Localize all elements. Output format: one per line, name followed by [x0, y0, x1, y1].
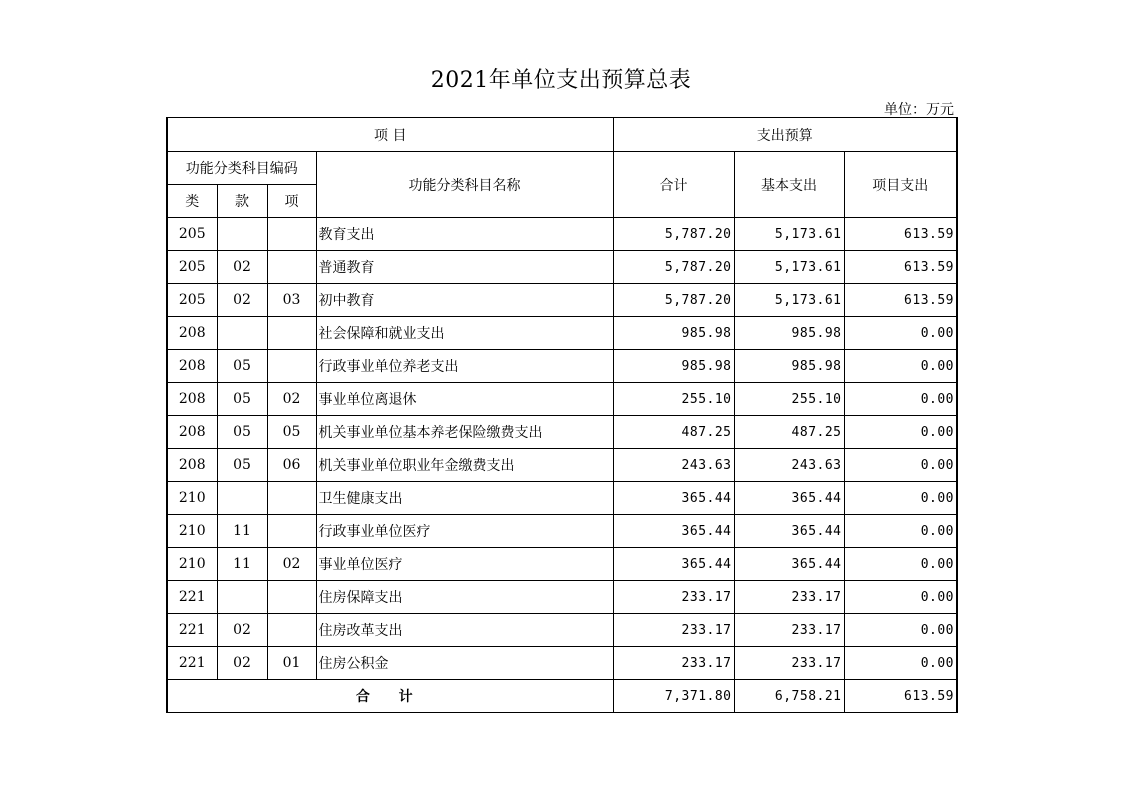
code-kuan-cell: 02 — [217, 614, 267, 647]
item-name-cell: 机关事业单位基本养老保险缴费支出 — [316, 416, 613, 449]
code-lei-cell: 210 — [167, 482, 217, 515]
item-name-cell: 行政事业单位医疗 — [316, 515, 613, 548]
header-code-group: 功能分类科目编码 — [167, 152, 316, 185]
code-kuan-cell — [217, 317, 267, 350]
code-lei-cell: 208 — [167, 350, 217, 383]
project-cell: 0.00 — [844, 581, 957, 614]
code-lei-cell: 208 — [167, 317, 217, 350]
project-cell: 0.00 — [844, 548, 957, 581]
code-lei-cell: 208 — [167, 383, 217, 416]
project-cell: 0.00 — [844, 317, 957, 350]
table-row — [167, 482, 957, 515]
total-cell: 243.63 — [613, 449, 734, 482]
unit-label: 单位：万元 — [884, 102, 954, 118]
total-cell: 233.17 — [613, 614, 734, 647]
project-cell: 0.00 — [844, 383, 957, 416]
project-cell: 613.59 — [844, 284, 957, 317]
budget-table — [166, 117, 958, 713]
item-name-cell: 事业单位医疗 — [316, 548, 613, 581]
code-xiang-cell — [267, 317, 316, 350]
basic-cell: 255.10 — [734, 383, 844, 416]
table-row — [167, 251, 957, 284]
code-xiang-cell — [267, 251, 316, 284]
basic-cell: 233.17 — [734, 647, 844, 680]
header-lei: 类 — [167, 185, 217, 218]
header-total: 合计 — [613, 152, 734, 218]
header-kuan: 款 — [217, 185, 267, 218]
table-row — [167, 218, 957, 251]
total-cell: 985.98 — [613, 350, 734, 383]
item-name-cell: 卫生健康支出 — [316, 482, 613, 515]
project-cell: 613.59 — [844, 218, 957, 251]
summary-basic-cell: 6,758.21 — [734, 680, 844, 713]
basic-cell: 365.44 — [734, 482, 844, 515]
table-row — [167, 449, 957, 482]
code-kuan-cell: 02 — [217, 284, 267, 317]
item-name-cell: 普通教育 — [316, 251, 613, 284]
code-kuan-cell: 05 — [217, 416, 267, 449]
item-name-cell: 住房保障支出 — [316, 581, 613, 614]
code-lei-cell: 205 — [167, 284, 217, 317]
code-xiang-cell: 03 — [267, 284, 316, 317]
basic-cell: 985.98 — [734, 317, 844, 350]
table-row — [167, 614, 957, 647]
table-row — [167, 581, 957, 614]
code-kuan-cell: 11 — [217, 548, 267, 581]
header-name: 功能分类科目名称 — [316, 152, 613, 218]
code-xiang-cell — [267, 350, 316, 383]
table-row — [167, 317, 957, 350]
code-xiang-cell — [267, 482, 316, 515]
code-kuan-cell: 11 — [217, 515, 267, 548]
code-xiang-cell — [267, 218, 316, 251]
code-kuan-cell: 02 — [217, 251, 267, 284]
item-name-cell: 事业单位离退休 — [316, 383, 613, 416]
basic-cell: 5,173.61 — [734, 284, 844, 317]
code-lei-cell: 221 — [167, 647, 217, 680]
code-lei-cell: 205 — [167, 218, 217, 251]
code-kuan-cell — [217, 581, 267, 614]
table-row — [167, 383, 957, 416]
total-cell: 5,787.20 — [613, 284, 734, 317]
code-xiang-cell: 06 — [267, 449, 316, 482]
table-row — [167, 284, 957, 317]
item-name-cell: 住房改革支出 — [316, 614, 613, 647]
item-name-cell: 社会保障和就业支出 — [316, 317, 613, 350]
page-title: 2021年单位支出预算总表 — [430, 68, 692, 93]
item-name-cell: 初中教育 — [316, 284, 613, 317]
table-row — [167, 647, 957, 680]
summary-project-cell: 613.59 — [844, 680, 957, 713]
item-name-cell: 机关事业单位职业年金缴费支出 — [316, 449, 613, 482]
project-cell: 0.00 — [844, 614, 957, 647]
header-budget: 支出预算 — [613, 118, 957, 152]
code-lei-cell: 221 — [167, 581, 217, 614]
item-name-cell: 住房公积金 — [316, 647, 613, 680]
code-lei-cell: 210 — [167, 548, 217, 581]
total-cell: 985.98 — [613, 317, 734, 350]
code-xiang-cell: 02 — [267, 548, 316, 581]
table-row — [167, 515, 957, 548]
header-row-1 — [167, 118, 957, 152]
total-cell: 365.44 — [613, 548, 734, 581]
code-lei-cell: 208 — [167, 416, 217, 449]
code-lei-cell: 210 — [167, 515, 217, 548]
total-cell: 365.44 — [613, 482, 734, 515]
project-cell: 0.00 — [844, 449, 957, 482]
code-kuan-cell: 05 — [217, 449, 267, 482]
basic-cell: 233.17 — [734, 581, 844, 614]
header-basic: 基本支出 — [734, 152, 844, 218]
table-row — [167, 416, 957, 449]
code-kuan-cell: 05 — [217, 350, 267, 383]
total-cell: 5,787.20 — [613, 251, 734, 284]
total-cell: 255.10 — [613, 383, 734, 416]
code-kuan-cell: 05 — [217, 383, 267, 416]
basic-cell: 233.17 — [734, 614, 844, 647]
summary-label: 合 计 — [167, 680, 613, 713]
project-cell: 0.00 — [844, 416, 957, 449]
code-xiang-cell — [267, 614, 316, 647]
project-cell: 0.00 — [844, 482, 957, 515]
header-project-exp: 项目支出 — [844, 152, 957, 218]
basic-cell: 365.44 — [734, 548, 844, 581]
code-kuan-cell: 02 — [217, 647, 267, 680]
summary-total-cell: 7,371.80 — [613, 680, 734, 713]
header-project: 项 目 — [167, 118, 613, 152]
total-cell: 365.44 — [613, 515, 734, 548]
item-name-cell: 行政事业单位养老支出 — [316, 350, 613, 383]
project-cell: 0.00 — [844, 350, 957, 383]
code-lei-cell: 205 — [167, 251, 217, 284]
table-row — [167, 350, 957, 383]
header-row-2 — [167, 152, 957, 185]
code-xiang-cell: 02 — [267, 383, 316, 416]
code-lei-cell: 221 — [167, 614, 217, 647]
total-cell: 5,787.20 — [613, 218, 734, 251]
code-xiang-cell — [267, 515, 316, 548]
code-lei-cell: 208 — [167, 449, 217, 482]
total-cell: 233.17 — [613, 647, 734, 680]
project-cell: 0.00 — [844, 647, 957, 680]
basic-cell: 5,173.61 — [734, 218, 844, 251]
table-row — [167, 548, 957, 581]
code-xiang-cell: 05 — [267, 416, 316, 449]
code-xiang-cell: 01 — [267, 647, 316, 680]
header-xiang: 项 — [267, 185, 316, 218]
basic-cell: 985.98 — [734, 350, 844, 383]
code-kuan-cell — [217, 482, 267, 515]
basic-cell: 365.44 — [734, 515, 844, 548]
code-kuan-cell — [217, 218, 267, 251]
project-cell: 613.59 — [844, 251, 957, 284]
basic-cell: 243.63 — [734, 449, 844, 482]
total-cell: 487.25 — [613, 416, 734, 449]
item-name-cell: 教育支出 — [316, 218, 613, 251]
code-xiang-cell — [267, 581, 316, 614]
basic-cell: 487.25 — [734, 416, 844, 449]
basic-cell: 5,173.61 — [734, 251, 844, 284]
project-cell: 0.00 — [844, 515, 957, 548]
summary-row — [167, 680, 957, 713]
total-cell: 233.17 — [613, 581, 734, 614]
